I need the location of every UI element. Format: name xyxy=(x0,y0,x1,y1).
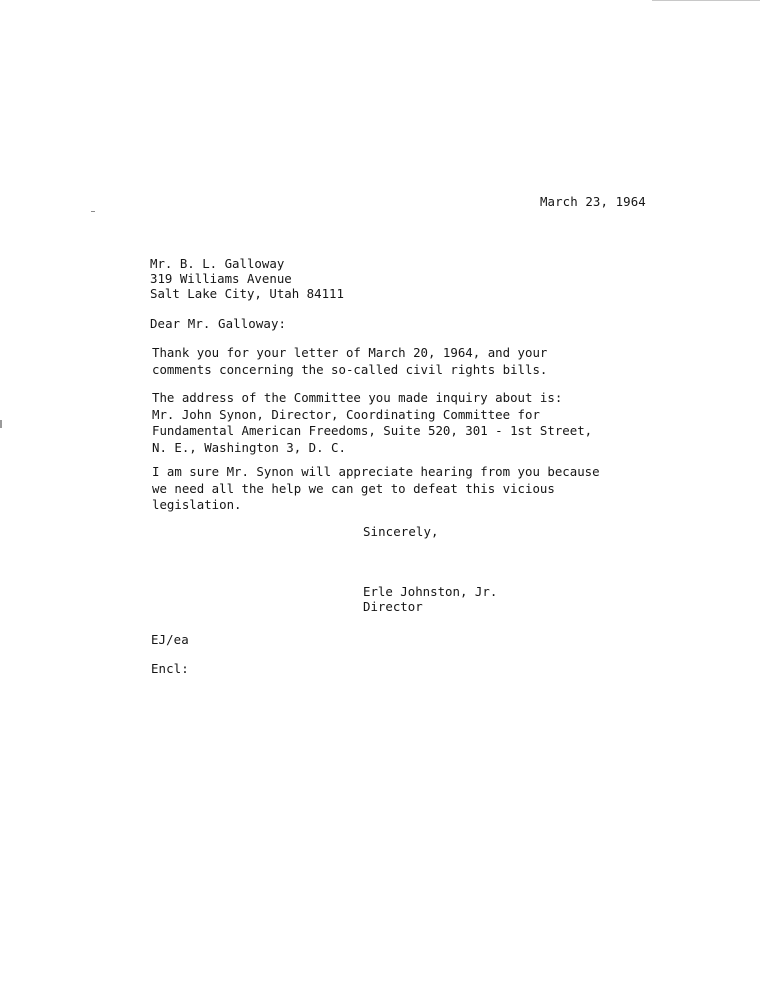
paragraph-1-line: comments concerning the so-called civil rights bills. xyxy=(152,361,548,377)
signer-title: Director xyxy=(363,599,423,614)
paragraph-2-line: Mr. John Synon, Director, Coordinating Committee for xyxy=(152,406,540,422)
signature-block xyxy=(363,584,497,614)
paragraph-3-line: we need all the help we can get to defeat this vicious xyxy=(152,480,555,496)
closing: Sincerely, xyxy=(363,524,439,539)
salutation: Dear Mr. Galloway: xyxy=(150,316,287,331)
signer-name: Erle Johnston, Jr. xyxy=(363,584,498,599)
paragraph-1 xyxy=(152,345,547,378)
reference-initials: EJ/ea xyxy=(151,632,189,647)
recipient-street: 319 Williams Avenue xyxy=(150,271,292,286)
paragraph-3-line: legislation. xyxy=(152,497,242,512)
recipient-address xyxy=(150,256,344,301)
scan-artifact-left xyxy=(91,211,95,212)
recipient-city: Salt Lake City, Utah 84111 xyxy=(150,286,344,301)
paragraph-1-line: Thank you for your letter of March 20, 1964, and your xyxy=(152,345,548,360)
paragraph-2-line: N. E., Washington 3, D. C. xyxy=(152,439,346,455)
paragraph-2-line: Fundamental American Freedoms, Suite 520, 301 - 1st Street, xyxy=(152,423,593,438)
letter-date: March 23, 1964 xyxy=(540,194,646,209)
recipient-name: Mr. B. L. Galloway xyxy=(150,256,285,271)
scan-artifact-top-right xyxy=(652,0,760,1)
paragraph-2-line: The address of the Committee you made inquiry about is: xyxy=(152,390,563,405)
paragraph-3 xyxy=(152,464,600,514)
enclosure-note: Encl: xyxy=(151,661,189,676)
paragraph-2 xyxy=(152,390,592,456)
paragraph-3-line: I am sure Mr. Synon will appreciate hearing from you because xyxy=(152,464,600,479)
scan-artifact-edge xyxy=(0,420,2,428)
